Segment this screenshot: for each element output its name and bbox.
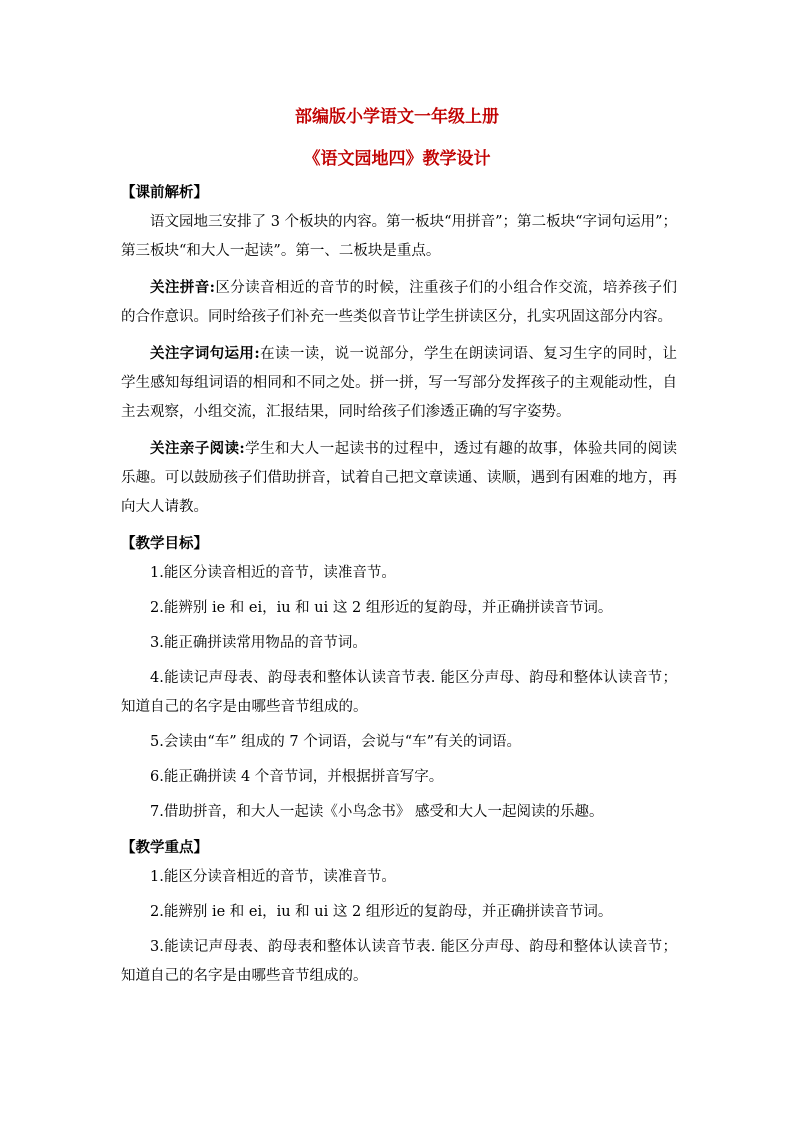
goal-item: 2.能辨别 ie 和 ei，iu 和 ui 这 2 组形近的复韵母，并正确拼读音节词。 — [150, 600, 613, 616]
document-body — [121, 178, 677, 997]
key-point-item: 3.能读记声母表、韵母表和整体认读音节表. 能区分声母、韵母和整体认读音节；知道自己的名字是由哪些音节组成的。 — [121, 939, 677, 984]
reading-text: 学生和大人一起读书的过程中，透过有趣的故事，体验共同的阅读乐趣。可以鼓励孩子们借助拼音，试着自己把文章读通、读顺，遇到有困难的地方，再向大人请教。 — [121, 441, 677, 515]
goal-item: 7.借助拼音，和大人一起读《小鸟念书》 感受和大人一起阅读的乐趣。 — [150, 804, 604, 820]
section-heading-analysis: 【课前解析】 — [121, 184, 208, 201]
section-heading-goals: 【教学目标】 — [121, 535, 208, 552]
document-title: 部编版小学语文一年级上册 — [295, 107, 499, 127]
goal-item: 5.会读由“车” 组成的 7 个词语，会说与“车”有关的词语。 — [150, 734, 522, 750]
goal-item: 3.能正确拼读常用物品的音节词。 — [150, 635, 367, 651]
goal-item: 6.能正确拼读 4 个音节词，并根据拼音写字。 — [150, 769, 444, 785]
analysis-pinyin — [121, 273, 677, 332]
analysis-intro: 语文园地三安排了 3 个板块的内容。第一板块“用拼音”；第二板块“字词句运用”；第三板块“和大人一起读”。第一、二板块是重点。 — [121, 214, 677, 259]
goal-item: 4.能读记声母表、韵母表和整体认读音节表. 能区分声母、韵母和整体认读音节；知道自己的名字是由哪些音节组成的。 — [121, 670, 677, 715]
words-lead: 关注字词句运用: — [150, 345, 260, 362]
pinyin-lead: 关注拼音: — [150, 279, 215, 296]
reading-lead: 关注亲子阅读: — [150, 440, 245, 457]
section-heading-key-points: 【教学重点】 — [121, 839, 208, 856]
analysis-words — [121, 339, 677, 427]
document-subtitle: 《语文园地四》教学设计 — [303, 149, 491, 169]
key-point-item: 1.能区分读音相近的音节，读准音节。 — [150, 869, 396, 885]
goal-item: 1.能区分读音相近的音节，读准音节。 — [150, 565, 396, 581]
analysis-reading — [121, 434, 677, 522]
pinyin-text: 区分读音相近的音节的时候，注重孩子们的小组合作交流，培养孩子们的合作意识。同时给孩子们补充一些类似音节让学生拼读区分，扎实巩固这部分内容。 — [121, 280, 677, 325]
words-text: 在读一读，说一说部分，学生在朗读词语、复习生字的同时，让学生感知每组词语的相同和不同之处。拼一拼，写一写部分发挥孩子的主观能动性，自主去观察，小组交流，汇报结果，同时给孩子们渗透正确的写字姿势。 — [121, 346, 677, 420]
key-point-item: 2.能辨别 ie 和 ei，iu 和 ui 这 2 组形近的复韵母，并正确拼读音节词。 — [150, 904, 613, 920]
